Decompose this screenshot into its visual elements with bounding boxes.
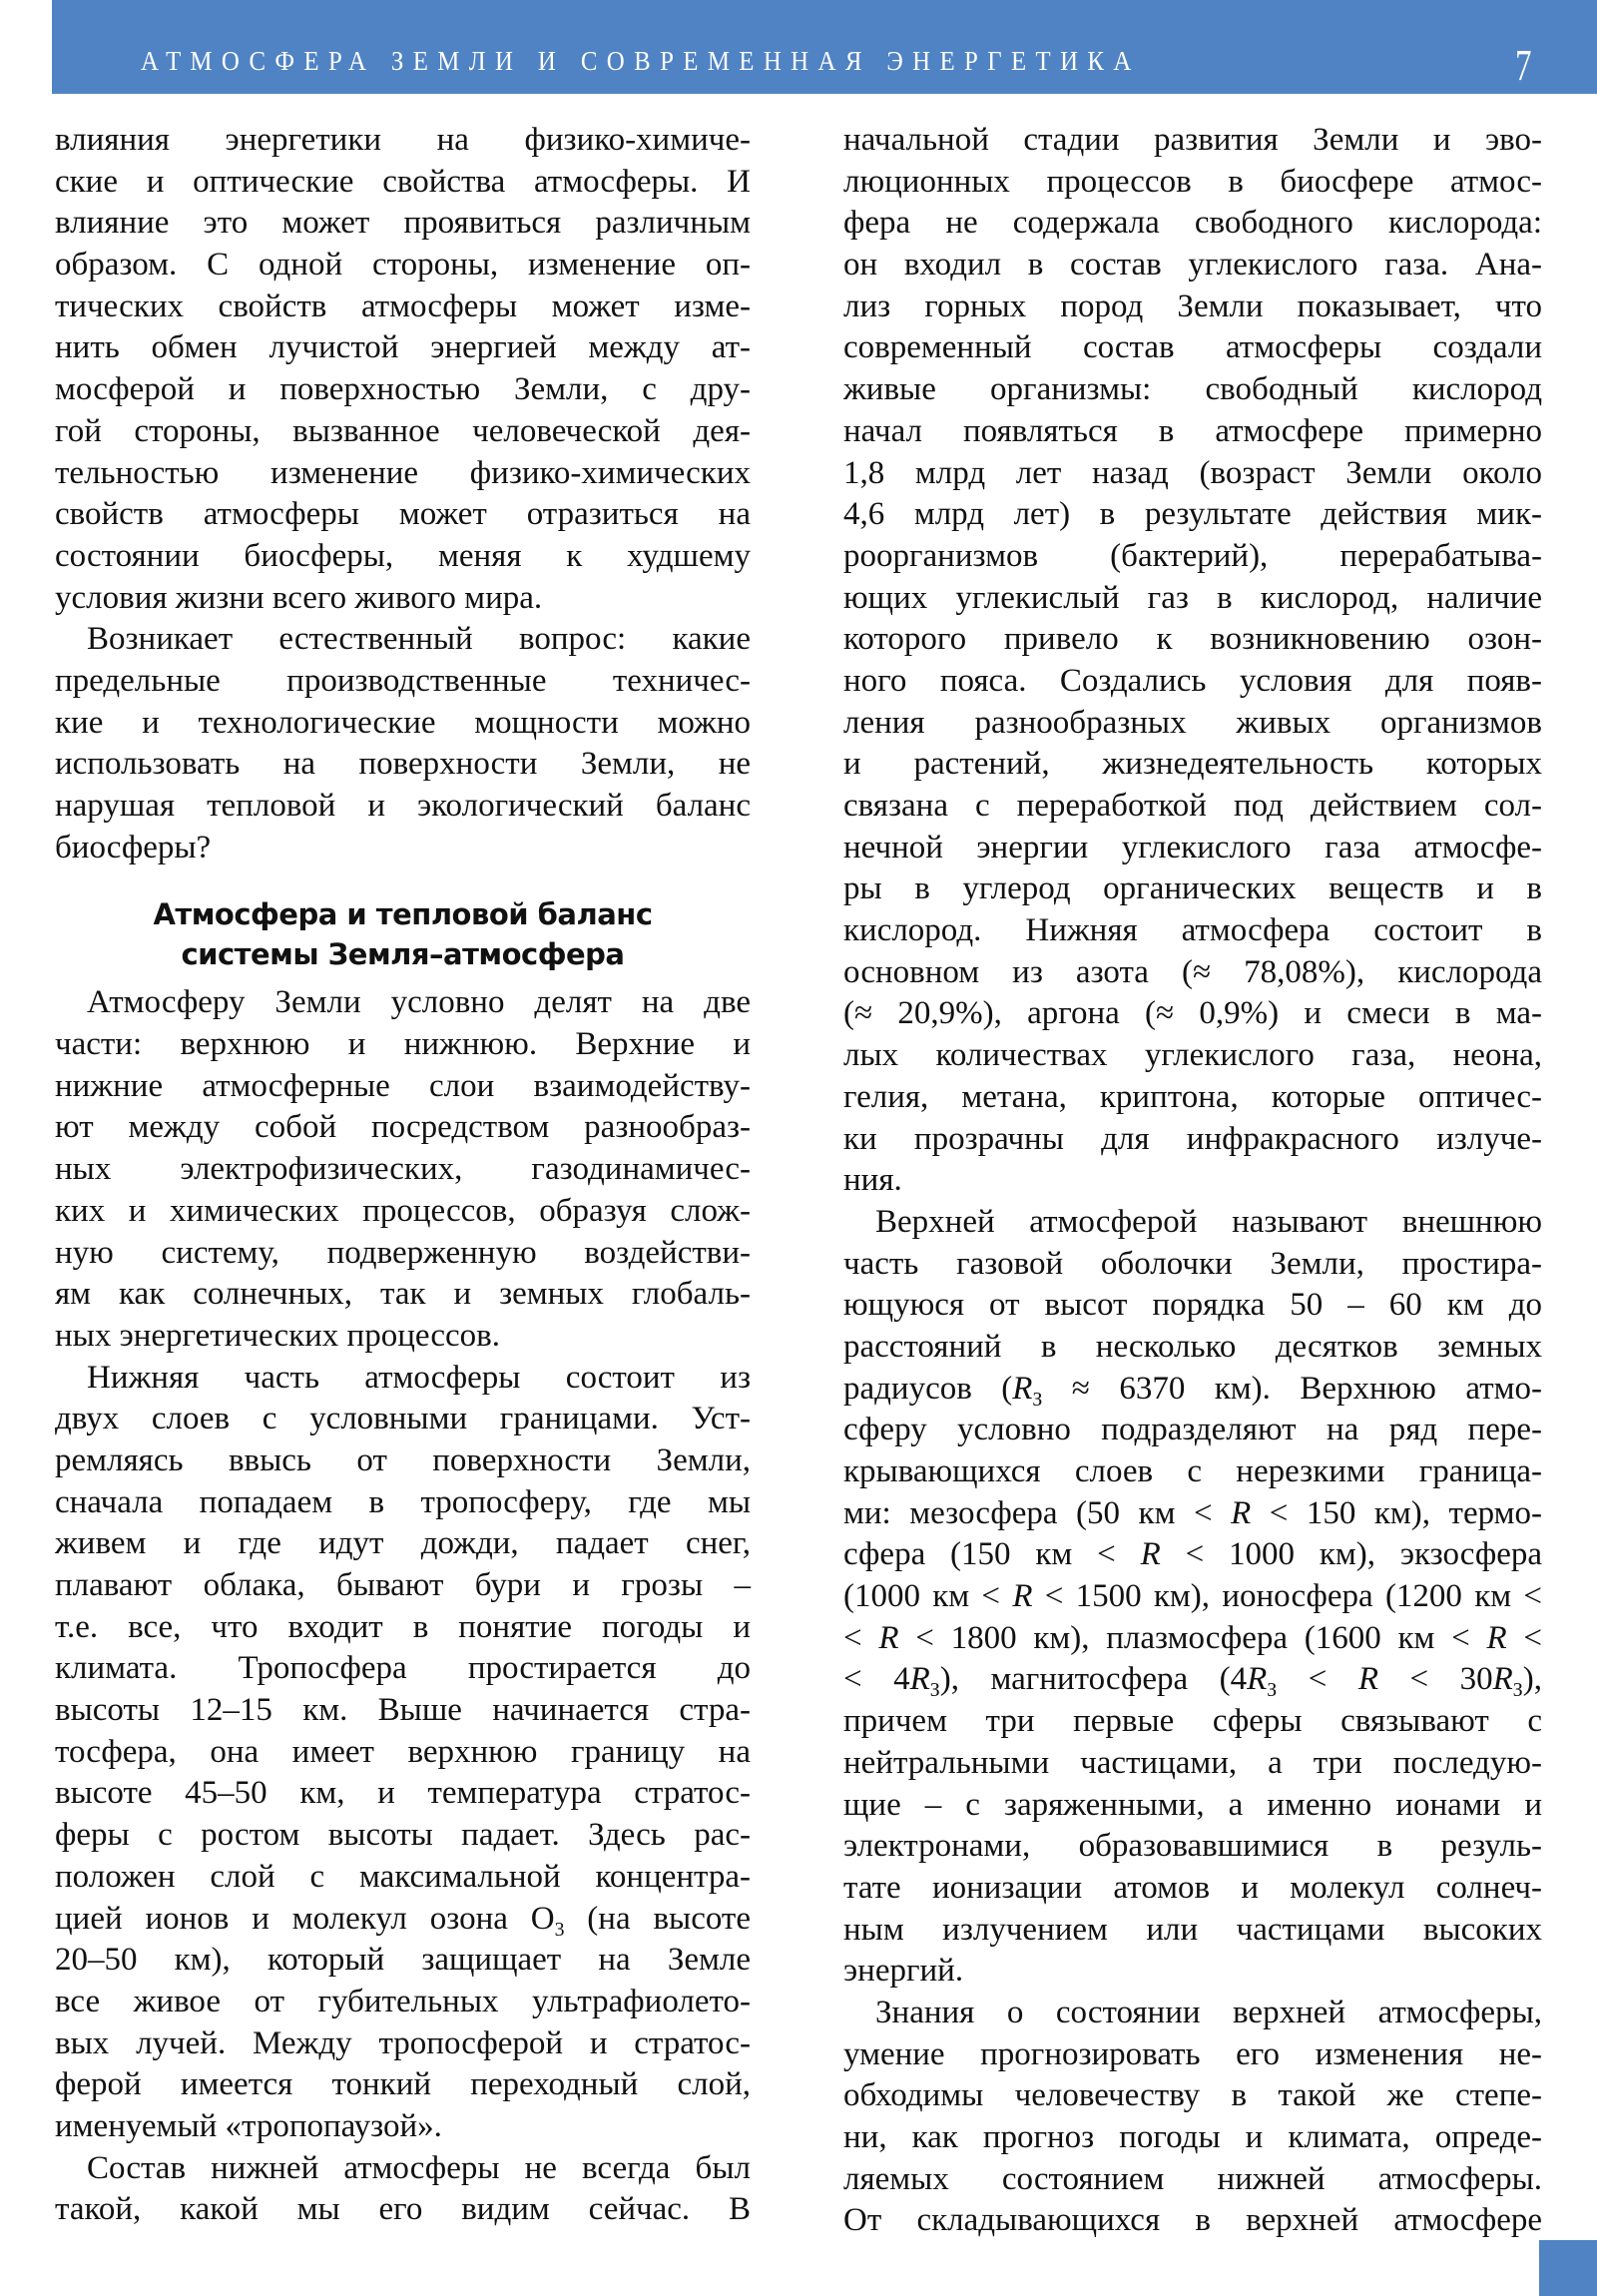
- text-line: ющуюся от высот порядка 50 – 60 км до: [843, 1287, 1542, 1324]
- subscript: З: [1032, 1388, 1043, 1411]
- math-variable: R: [1492, 1661, 1513, 1698]
- text-line: тельностью изменение физико-химических: [55, 454, 751, 491]
- paragraph-composition: [55, 2148, 751, 2231]
- text-line: биосферы?: [55, 829, 212, 865]
- text-line: Состав нижней атмосферы не всегда был: [87, 2149, 751, 2186]
- text-line: Верхней атмосферой называют внешнюю: [875, 1203, 1542, 1240]
- text-line: нить обмен лучистой энергией между ат-: [55, 329, 751, 366]
- text-line: и растений, жизнедеятельность которых: [843, 746, 1542, 783]
- text-line: климата. Тропосфера простирается до: [55, 1650, 751, 1687]
- text-line: именуемый «тропопаузой».: [55, 2107, 442, 2144]
- math-variable: R: [1486, 1619, 1507, 1656]
- text-line: энергий.: [843, 1953, 964, 1990]
- math-variable: R: [1357, 1661, 1378, 1698]
- text-line: т.е. все, что входит в понятие погоды и: [55, 1608, 751, 1645]
- text-line: он входил в состав углекислого газа. Ана-: [843, 247, 1542, 284]
- subscript: З: [929, 1679, 940, 1702]
- text-line-magnetosphere: [843, 1659, 1542, 1701]
- text-line: высоты 12–15 км. Выше начинается стра-: [55, 1692, 751, 1729]
- text-line: плавают облака, бывают бури и грозы –: [55, 1567, 751, 1603]
- text-line: вых лучей. Между тропосферой и стратос-: [55, 2024, 751, 2061]
- text-fragment: ми: мезосфера (50 км <: [843, 1494, 1232, 1531]
- text-line: ния.: [843, 1162, 902, 1199]
- text-line: гой стороны, вызванное человеческой дея-: [55, 412, 751, 449]
- text-line: ного пояса. Создались условия для появ-: [843, 662, 1542, 699]
- text-fragment: <: [1506, 1619, 1542, 1656]
- math-variable: R: [1012, 1578, 1033, 1615]
- text-fragment: ), магнитосфера (4: [939, 1661, 1248, 1698]
- text-line: 4,6 млрд лет) в результате действия мик-: [843, 496, 1542, 533]
- text-line: ремляясь ввысь от поверхности Земли,: [55, 1441, 751, 1478]
- text-line: гелия, метана, криптона, которые оптичес-: [843, 1078, 1542, 1115]
- text-fragment: < 150 км), термо-: [1251, 1494, 1542, 1531]
- text-line: образом. С одной стороны, изменение оп-: [55, 247, 751, 284]
- text-line: кислород. Нижняя атмосфера состоит в: [843, 912, 1542, 949]
- text-line: ские и оптические свойства атмосферы. И: [55, 163, 751, 200]
- math-variable: R: [878, 1619, 899, 1656]
- text-line: предельные производственные техничес-: [55, 662, 751, 699]
- text-line: связана с переработкой под действием сол-: [843, 788, 1542, 824]
- text-fragment: < 4: [843, 1661, 910, 1698]
- text-line-ionosphere: [843, 1618, 1542, 1660]
- text-line: Нижняя часть атмосферы состоит из: [87, 1359, 751, 1396]
- text-line: ни, как прогноз погоды и климата, опреде-: [843, 2119, 1542, 2155]
- text-line: живые организмы: свободный кислород: [843, 371, 1542, 408]
- math-variable: R: [1012, 1370, 1033, 1407]
- subscript: З: [1267, 1679, 1278, 1702]
- text-line: 20–50 км), который защищает на Земле: [55, 1942, 751, 1979]
- math-variable: R: [1247, 1661, 1268, 1698]
- text-line: тате ионизации атомов и молекул солнеч-: [843, 1869, 1542, 1906]
- text-line: влияния энергетики на физико-химиче-: [55, 122, 751, 158]
- text-line: Возникает естественный вопрос: какие: [87, 621, 751, 658]
- text-line: состоянии биосферы, меняя к худшему: [55, 537, 751, 574]
- text-line: лых количествах углекислого газа, неона,: [843, 1037, 1542, 1074]
- text-fragment: <: [1277, 1661, 1358, 1698]
- text-line: обходимы человечеству в такой же степе-: [843, 2077, 1542, 2114]
- text-line: ких и химических процессов, образуя слож-: [55, 1192, 751, 1229]
- text-line: ки прозрачны для инфракрасного излуче-: [843, 1120, 1542, 1157]
- paragraph-question: [55, 619, 751, 868]
- text-fragment: <: [843, 1619, 879, 1656]
- text-line: нейтральными частицами, а три последую-: [843, 1744, 1542, 1781]
- text-fragment: (на высоте: [564, 1900, 751, 1937]
- text-line: ных энергетических процессов.: [55, 1317, 500, 1354]
- text-line: Атмосферу Земли условно делят на две: [87, 984, 751, 1021]
- math-variable: R: [909, 1661, 930, 1698]
- text-line-ozone: [55, 1899, 751, 1941]
- text-line: часть газовой оболочки Земли, простира-: [843, 1245, 1542, 1282]
- text-line: тосфера, она имеет верхнюю границу на: [55, 1733, 751, 1770]
- text-fragment: < 1500 км), ионосфера (1200 км <: [1032, 1578, 1542, 1615]
- section-heading: [55, 868, 751, 982]
- text-line: ют между собой посредством разнообраз-: [55, 1109, 751, 1146]
- text-line: крывающихся слоев с нерезкими граница-: [843, 1453, 1542, 1489]
- text-line: феры с ростом высоты падает. Здесь рас-: [55, 1817, 751, 1854]
- text-fragment: (1000 км <: [843, 1578, 1013, 1615]
- math-variable: R: [1231, 1494, 1252, 1531]
- text-line: такой, какой мы его видим сейчас. В: [55, 2191, 751, 2228]
- text-line: положен слой с максимальной концентра-: [55, 1858, 751, 1895]
- text-fragment: < 1000 км), экзосфера: [1160, 1536, 1542, 1573]
- text-fragment: радиусов (: [843, 1370, 1013, 1407]
- paragraph-atmosphere-layers: [55, 982, 751, 1357]
- text-line: 1,8 млрд лет назад (возраст Земли около: [843, 454, 1542, 491]
- text-line: кие и технологические мощности можно: [55, 704, 751, 741]
- text-line: нарушая тепловой и экологический баланс: [55, 788, 751, 824]
- text-line: двух слоев с условными границами. Уст-: [55, 1401, 751, 1437]
- paragraph-lower-atmosphere: [55, 1358, 751, 2148]
- text-line: умение прогнозировать его изменения не-: [843, 2035, 1542, 2072]
- text-line: мосферой и поверхностью Земли, с дру-: [55, 371, 751, 408]
- text-fragment: ≈ 6370 км). Верхнюю атмо-: [1042, 1370, 1542, 1407]
- text-line-earth-radius: [843, 1369, 1542, 1411]
- page-number: 7: [1515, 41, 1532, 90]
- paragraph-upper-atmosphere: [843, 1202, 1542, 1993]
- text-line: ляемых состоянием нижней атмосферы.: [843, 2160, 1542, 2197]
- paragraph-knowledge: [843, 1993, 1542, 2242]
- text-fragment: < 30: [1378, 1661, 1493, 1698]
- text-line: ющих углекислый газ в кислород, наличие: [843, 579, 1542, 616]
- text-fragment: < 1800 км), плазмосфера (1600 км <: [898, 1619, 1487, 1656]
- text-line-thermosphere: [843, 1534, 1542, 1576]
- right-column: [843, 120, 1542, 2242]
- text-line: современный состав атмосферы создали: [843, 329, 1542, 366]
- text-line: сферу условно подразделяют на ряд пере-: [843, 1412, 1542, 1448]
- text-line: влияние это может проявиться различным: [55, 205, 751, 242]
- text-line: условия жизни всего живого мира.: [55, 579, 543, 616]
- text-line: начал появляться в атмосфере примерно: [843, 412, 1542, 449]
- text-line: Знания о состоянии верхней атмосферы,: [875, 1994, 1542, 2030]
- text-line: начальной стадии развития Земли и эво-: [843, 122, 1542, 158]
- subscript: З: [1512, 1679, 1523, 1702]
- text-line: нижние атмосферные слои взаимодейству-: [55, 1067, 751, 1104]
- left-column: [55, 120, 751, 2231]
- text-line: электронами, образовавшимися в резуль-: [843, 1828, 1542, 1865]
- text-line: причем три первые сферы связывают с: [843, 1703, 1542, 1740]
- text-fragment: цией ионов и молекул озона O: [55, 1900, 555, 1937]
- text-line: (≈ 20,9%), аргона (≈ 0,9%) и смеси в ма-: [843, 995, 1542, 1032]
- text-line: которого привело к возникновению озон-: [843, 621, 1542, 658]
- text-line: ным излучением или частицами высоких: [843, 1911, 1542, 1948]
- paragraph-energy-influence: [55, 120, 751, 619]
- text-line: ферой имеется тонкий переходный слой,: [55, 2066, 751, 2103]
- text-line: ры в углерод органических веществ и в: [843, 870, 1542, 907]
- text-line: лиз горных пород Земли показывает, что: [843, 287, 1542, 324]
- paragraph-early-atmosphere: [843, 120, 1542, 1202]
- text-line: высоте 45–50 км, и температура стратос-: [55, 1775, 751, 1812]
- text-line: ления разнообразных живых организмов: [843, 704, 1542, 741]
- text-line: использовать на поверхности Земли, не: [55, 746, 751, 783]
- section-heading-line: Атмосфера и тепловой баланс: [153, 897, 653, 932]
- corner-accent-block: [1539, 2240, 1597, 2296]
- text-line: сначала попадаем в тропосферу, где мы: [55, 1483, 751, 1520]
- subscript: 3: [554, 1918, 565, 1941]
- text-line-exosphere: [843, 1576, 1542, 1618]
- text-line: свойств атмосферы может отразиться на: [55, 496, 751, 533]
- text-line: ям как солнечных, так и земных глобаль-: [55, 1276, 751, 1313]
- text-line: части: верхнюю и нижнюю. Верхние и: [55, 1026, 751, 1063]
- text-line: тических свойств атмосферы может изме-: [55, 287, 751, 324]
- text-line: От складывающихся в верхней атмосфере: [843, 2202, 1542, 2239]
- text-line-mesosphere: [843, 1493, 1542, 1535]
- text-line: все живое от губительных ультрафиолето-: [55, 1983, 751, 2019]
- text-line: ную систему, подверженную воздействи-: [55, 1234, 751, 1271]
- text-line: расстояний в несколько десятков земных: [843, 1328, 1542, 1365]
- text-line: ных электрофизических, газодинамичес-: [55, 1151, 751, 1188]
- text-line: основном из азота (≈ 78,08%), кислорода: [843, 953, 1542, 990]
- text-line: нечной энергии углекислого газа атмосфе-: [843, 829, 1542, 865]
- text-line: люционных процессов в биосфере атмос-: [843, 163, 1542, 200]
- math-variable: R: [1140, 1536, 1161, 1573]
- text-line: живем и где идут дожди, падает снег,: [55, 1525, 751, 1562]
- text-line: роорганизмов (бактерий), перерабатыва-: [843, 537, 1542, 574]
- text-line: фера не содержала свободного кислорода:: [843, 205, 1542, 242]
- text-fragment: ),: [1522, 1661, 1542, 1698]
- running-header-title: АТМОСФЕРА ЗЕМЛИ И СОВРЕМЕННАЯ ЭНЕРГЕТИКА: [141, 46, 1141, 76]
- section-heading-line: системы Земля–атмосфера: [181, 937, 625, 972]
- text-fragment: сфера (150 км <: [843, 1536, 1141, 1573]
- text-line: щие – с заряженными, а именно ионами и: [843, 1786, 1542, 1823]
